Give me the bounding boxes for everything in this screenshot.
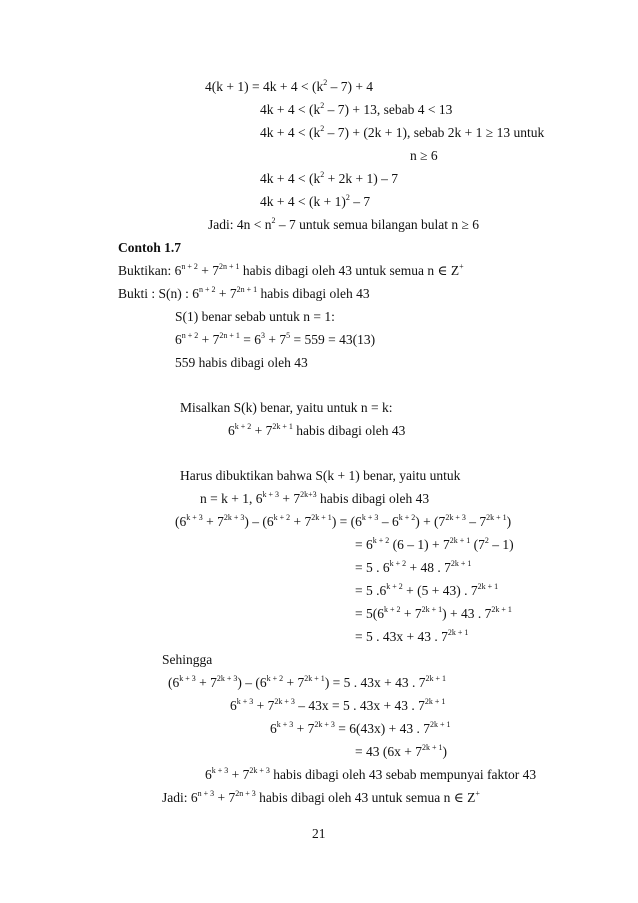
- induction-hypothesis: [180, 400, 393, 416]
- example-heading: [118, 240, 181, 256]
- superscript: k + 3: [361, 513, 379, 522]
- superscript: 2k + 3: [223, 513, 245, 522]
- therefore-equation-1: [168, 675, 446, 691]
- text-segment: = 43 (6x + 7: [355, 744, 422, 759]
- superscript: 2k + 1: [425, 674, 447, 683]
- text-segment: + 48 . 7: [406, 560, 451, 575]
- text-segment: 4k + 4 < (k: [260, 102, 321, 117]
- superscript: 2k+3: [300, 490, 317, 499]
- superscript: 2k + 3: [445, 513, 466, 522]
- text-segment: n = k + 1, 6: [200, 491, 263, 506]
- text-segment: + 7: [293, 721, 315, 736]
- superscript: 2n + 1: [236, 285, 258, 294]
- text-segment: Buktikan: 6: [118, 263, 182, 278]
- text-segment: n ≥ 6: [410, 148, 438, 163]
- text-segment: (6 – 1) + 7: [389, 537, 450, 552]
- superscript: k + 2: [398, 513, 416, 522]
- superscript: +: [475, 789, 480, 798]
- text-segment: 6: [228, 423, 235, 438]
- induction-step-intro: [180, 468, 460, 484]
- superscript: 2n + 1: [219, 262, 240, 271]
- text-segment: habis dibagi oleh 43: [316, 491, 430, 506]
- text-segment: ) + (7: [415, 514, 446, 529]
- text-segment: habis dibagi oleh 43 untuk semua n ∈ Z: [255, 790, 476, 805]
- example-statement: [118, 263, 464, 279]
- text-segment: Jadi: 4n < n: [208, 217, 272, 232]
- superscript: 3: [261, 331, 266, 340]
- superscript: k + 2: [234, 422, 252, 431]
- text-segment: 6: [175, 332, 182, 347]
- divisibility-conclusion: [205, 767, 536, 783]
- text-segment: = 6: [355, 537, 373, 552]
- text-segment: = 6: [239, 332, 262, 347]
- superscript: 2n + 1: [219, 331, 240, 340]
- text-segment: = 5 .6: [355, 583, 387, 598]
- superscript: k + 2: [386, 582, 403, 591]
- text-segment: Misalkan S(k) benar, yaitu untuk n = k:: [180, 400, 393, 415]
- text-segment: Bukti : S(n) : 6: [118, 286, 200, 301]
- text-segment: 4k + 4 < (k: [260, 171, 321, 186]
- text-segment: + 7: [228, 767, 250, 782]
- text-segment: + 7: [279, 491, 301, 506]
- derivation-line-3-condition: [410, 148, 438, 164]
- superscript: 2: [320, 170, 325, 179]
- superscript: 2: [484, 536, 489, 545]
- superscript: 2k + 1: [311, 513, 332, 522]
- superscript: k + 2: [389, 559, 407, 568]
- text-segment: ) – (6: [244, 514, 274, 529]
- step-equation-2: [355, 537, 514, 553]
- text-segment: + 7: [214, 790, 236, 805]
- superscript: k + 3: [236, 697, 254, 706]
- step-equation-3: [355, 560, 471, 576]
- text-segment: ) = 5 . 43x + 43 . 7: [324, 675, 426, 690]
- text-segment: = 5(6: [355, 606, 384, 621]
- text-segment: – 7: [349, 194, 371, 209]
- text-segment: + 7: [290, 514, 312, 529]
- superscript: k + 3: [262, 490, 279, 499]
- text-segment: – 1): [488, 537, 514, 552]
- superscript: 2: [271, 216, 276, 225]
- induction-hypothesis-formula: [228, 423, 405, 439]
- text-segment: – 7 untuk semua bilangan bulat n ≥ 6: [275, 217, 480, 232]
- superscript: 2k + 1: [424, 697, 446, 706]
- text-segment: ) – (6: [237, 675, 267, 690]
- superscript: 2k + 1: [449, 536, 471, 545]
- text-segment: habis dibagi oleh 43 untuk semua n ∈ Z: [239, 263, 460, 278]
- text-segment: + (5 + 43) . 7: [402, 583, 478, 598]
- derivation-line-1: [205, 79, 373, 95]
- derivation-line-5: [260, 194, 370, 210]
- superscript: 2k + 1: [486, 513, 507, 522]
- text-segment: + 7: [202, 514, 224, 529]
- proof-start: [118, 286, 370, 302]
- text-segment: + 7: [253, 698, 275, 713]
- superscript: k + 3: [276, 720, 294, 729]
- text-segment: – 7: [465, 514, 487, 529]
- base-case-conclusion: [175, 355, 308, 371]
- therefore-equation-3: [270, 721, 451, 737]
- superscript: 2: [320, 124, 325, 133]
- superscript: 2: [323, 78, 328, 87]
- text-segment: + 7: [251, 423, 273, 438]
- base-case-computation: [175, 332, 375, 348]
- text-segment: Harus dibuktikan bahwa S(k + 1) benar, yaitu untuk: [180, 468, 461, 483]
- text-segment: 6: [270, 721, 277, 736]
- superscript: 2k + 3: [314, 720, 335, 729]
- text-segment: = 6(43x) + 43 . 7: [334, 721, 430, 736]
- superscript: 2k + 3: [216, 674, 238, 683]
- page-number: 21: [312, 826, 326, 841]
- text-segment: habis dibagi oleh 43: [257, 286, 370, 301]
- step-equation-6: [355, 629, 468, 645]
- final-conclusion: [162, 790, 480, 806]
- text-segment: 4k + 4 < (k + 1): [260, 194, 346, 209]
- text-segment: ) + 43 . 7: [442, 606, 492, 621]
- superscript: n + 2: [181, 262, 198, 271]
- superscript: 5: [286, 331, 291, 340]
- superscript: 2n + 3: [235, 789, 256, 798]
- superscript: 2k + 1: [491, 605, 512, 614]
- step-equation-1: [175, 514, 511, 530]
- text-segment: 6: [230, 698, 237, 713]
- superscript: 2k + 1: [450, 559, 472, 568]
- derivation-line-4: [260, 171, 398, 187]
- text-segment: 4(k + 1) = 4k + 4 < (k: [205, 79, 324, 94]
- superscript: k + 2: [266, 674, 284, 683]
- superscript: n + 2: [199, 285, 216, 294]
- text-segment: + 7: [400, 606, 422, 621]
- superscript: k + 3: [186, 513, 203, 522]
- text-segment: + 7: [197, 263, 220, 278]
- step-equation-5: [355, 606, 512, 622]
- text-segment: – 43x = 5 . 43x + 43 . 7: [294, 698, 425, 713]
- conclusion-previous-example: [208, 217, 479, 233]
- base-case: [175, 309, 335, 325]
- derivation-line-2: [260, 102, 452, 118]
- superscript: n + 2: [181, 331, 199, 340]
- text-segment: + 2k + 1) – 7: [324, 171, 398, 186]
- text-segment: = 5 . 6: [355, 560, 390, 575]
- text-segment: ): [442, 744, 447, 759]
- text-segment: = 5 . 43x + 43 . 7: [355, 629, 448, 644]
- text-segment: + 7: [265, 332, 287, 347]
- text-segment: = 559 = 43(13): [290, 332, 376, 347]
- superscript: k + 2: [273, 513, 291, 522]
- derivation-line-3: [260, 125, 544, 141]
- text-segment: (6: [168, 675, 180, 690]
- therefore-equation-4: [355, 744, 447, 760]
- text-segment: – 7) + (2k + 1), sebab 2k + 1 ≥ 13 untuk: [324, 125, 545, 140]
- superscript: 2k + 1: [477, 582, 499, 591]
- text-segment: Contoh 1.7: [118, 240, 182, 255]
- text-segment: ): [506, 514, 512, 529]
- superscript: 2k + 3: [274, 697, 295, 706]
- superscript: n + 3: [197, 789, 215, 798]
- text-segment: 4k + 4 < (k: [260, 125, 321, 140]
- superscript: 2: [345, 193, 350, 202]
- superscript: k + 2: [383, 605, 401, 614]
- text-segment: + 7: [198, 332, 220, 347]
- text-segment: – 7) + 13, sebab 4 < 13: [324, 102, 453, 117]
- superscript: 2k + 1: [430, 720, 451, 729]
- superscript: 2k + 3: [249, 766, 270, 775]
- text-segment: habis dibagi oleh 43: [292, 423, 406, 438]
- superscript: 2k + 1: [304, 674, 325, 683]
- text-segment: + 7: [283, 675, 305, 690]
- text-segment: (7: [470, 537, 485, 552]
- superscript: 2: [320, 101, 325, 110]
- superscript: 2k + 1: [272, 422, 293, 431]
- superscript: 2k + 1: [447, 628, 469, 637]
- text-segment: – 6: [378, 514, 399, 529]
- superscript: +: [459, 262, 464, 271]
- text-segment: 559 habis dibagi oleh 43: [175, 355, 308, 370]
- text-segment: – 7) + 4: [327, 79, 374, 94]
- text-segment: Sehingga: [162, 652, 213, 667]
- text-segment: Jadi: 6: [162, 790, 198, 805]
- text-segment: ) = (6: [331, 514, 362, 529]
- therefore-label: [162, 652, 212, 668]
- text-segment: + 7: [215, 286, 237, 301]
- superscript: 2k + 1: [421, 605, 443, 614]
- therefore-equation-2: [230, 698, 445, 714]
- text-segment: (6: [175, 514, 187, 529]
- text-segment: + 7: [195, 675, 217, 690]
- text-segment: 6: [205, 767, 212, 782]
- text-segment: habis dibagi oleh 43 sebab mempunyai faktor 43: [269, 767, 537, 782]
- superscript: k + 3: [211, 766, 229, 775]
- superscript: 2k + 1: [421, 743, 443, 752]
- superscript: k + 2: [372, 536, 390, 545]
- step-equation-4: [355, 583, 498, 599]
- induction-step-goal: [200, 491, 429, 507]
- superscript: k + 3: [179, 674, 196, 683]
- text-segment: S(1) benar sebab untuk n = 1:: [175, 309, 335, 324]
